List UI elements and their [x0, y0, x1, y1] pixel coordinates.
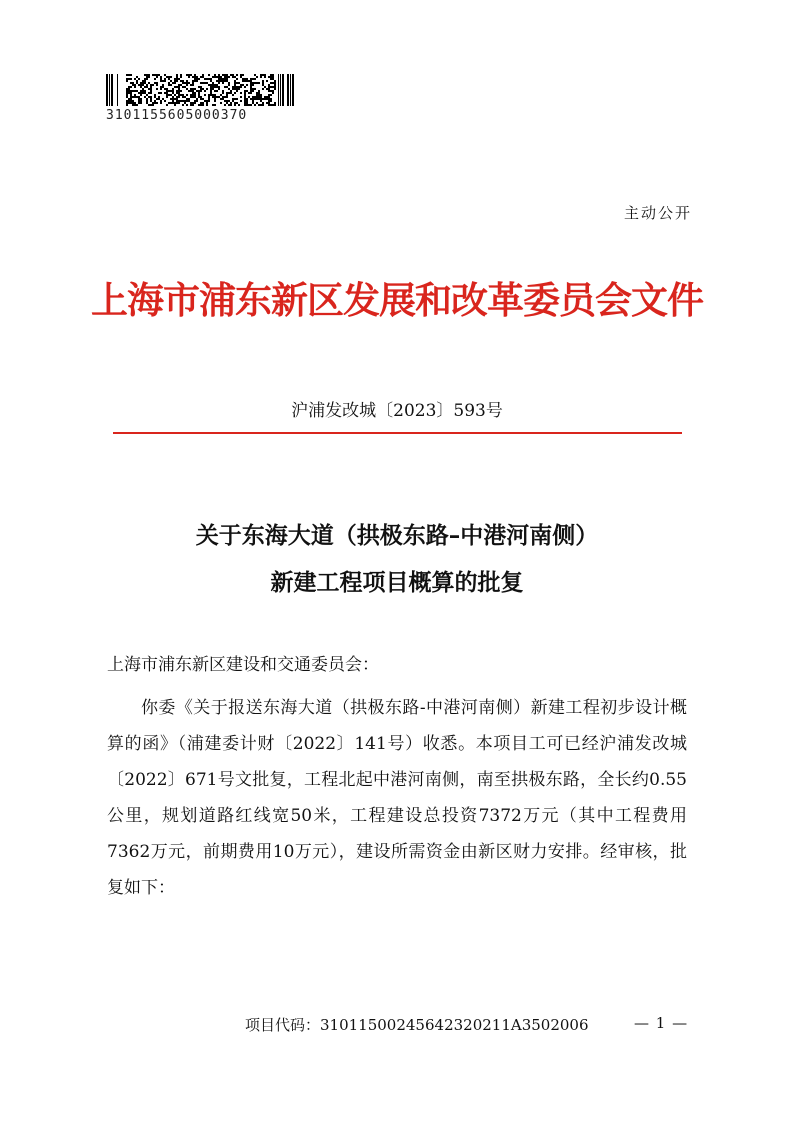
issuer-heading: 上海市浦东新区发展和改革委员会文件 [91, 278, 703, 322]
body-paragraph: 你委《关于报送东海大道（拱极东路-中港河南侧）新建工程初步设计概算的函》（浦建委计财〔2022〕141号）收悉。本项目工可已经沪浦发改城〔2022〕671号文批复，工程北起中港河南侧，南至拱极东路，全长约0.55公里，规划道路红线宽50米，工程建设总投资7372万元（其中工程费用7362万元，前期费用10万元），建设所需资金由新区财力安排。经审核，批复如下： [107, 698, 687, 898]
project-code: 项目代码：31011500245642320211A3502006 [245, 1016, 589, 1034]
document-title-line-2: 新建工程项目概算的批复 [270, 569, 524, 596]
document-title-line-1: 关于东海大道（拱极东路–中港河南侧） [195, 522, 599, 549]
addressee: 上海市浦东新区建设和交通委员会： [107, 655, 379, 675]
page-number: — 1 — [634, 1014, 689, 1032]
disclosure-label: 主动公开 [623, 204, 692, 222]
document-number: 沪浦发改城〔2023〕593号 [291, 401, 503, 421]
barcode-number: 3101155605000370 [106, 108, 248, 123]
barcode-image [106, 74, 296, 106]
red-divider [113, 432, 682, 434]
